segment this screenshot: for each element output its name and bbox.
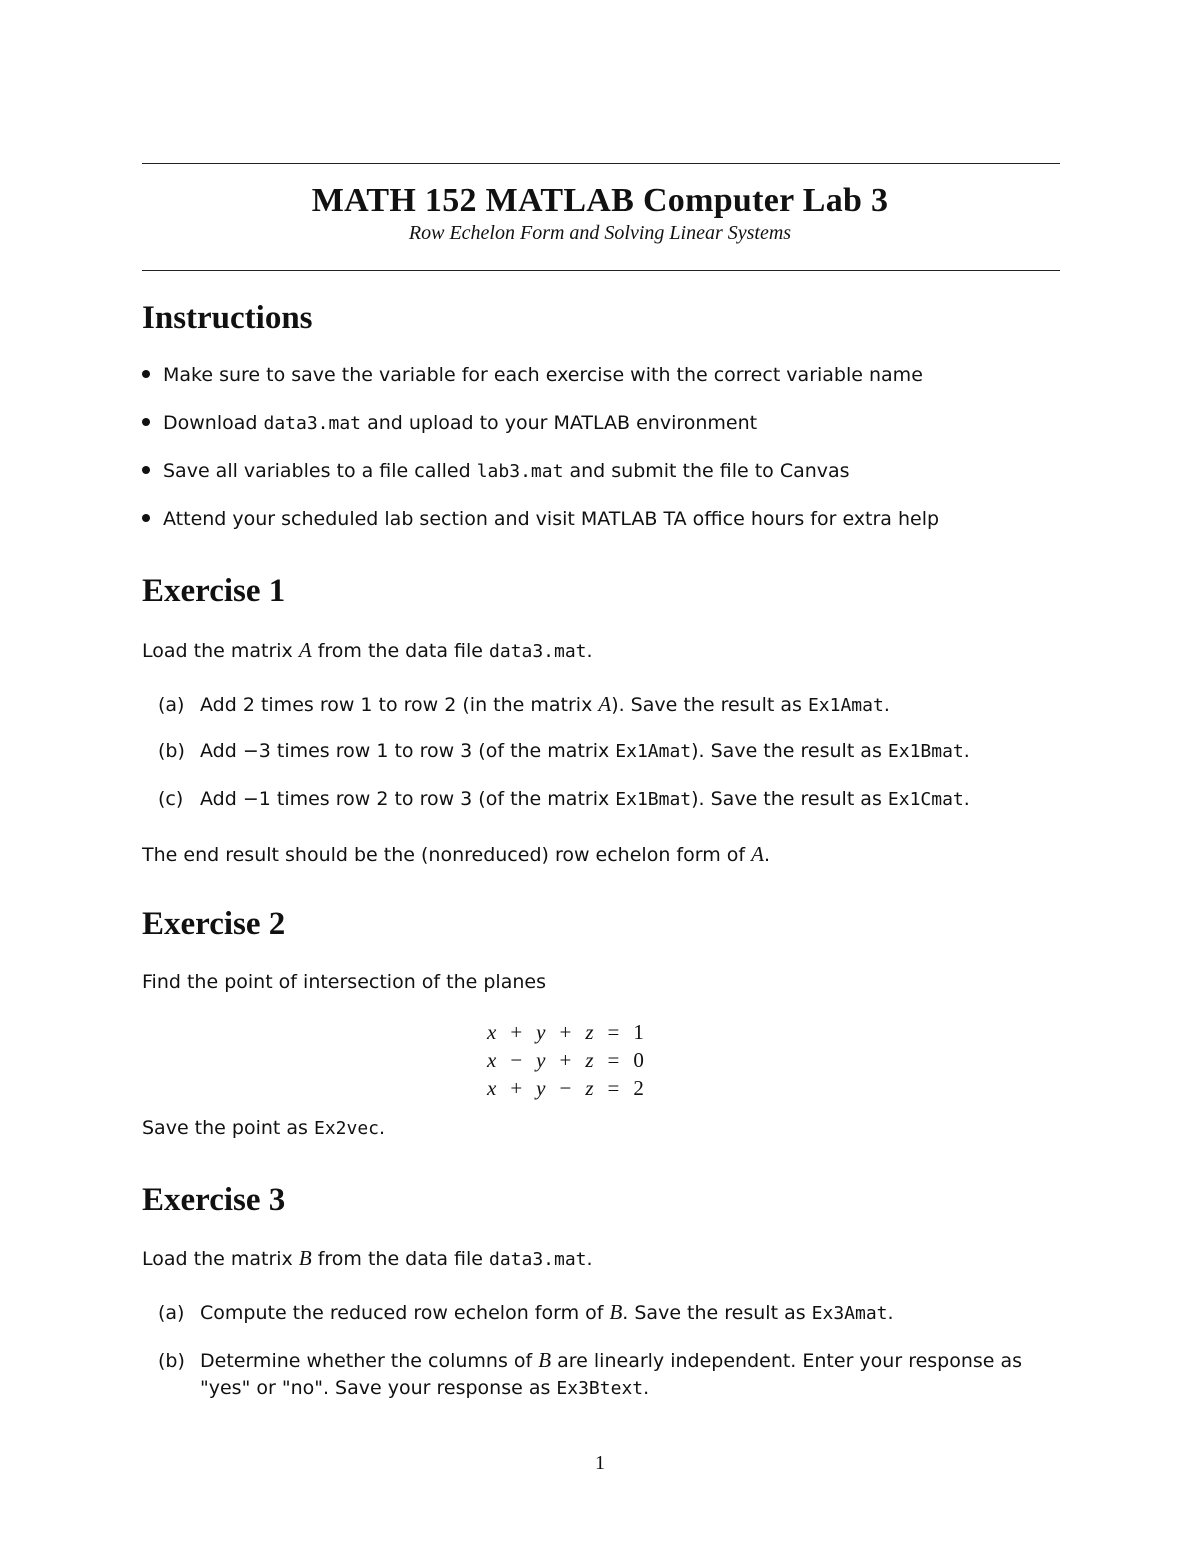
instruction-bullet-4: Attend your scheduled lab section and visit MATLAB TA office hours for extra help (142, 508, 939, 530)
instruction-bullet-1: Make sure to save the variable for each exercise with the correct variable name (142, 364, 923, 386)
bullet-icon (142, 370, 150, 378)
equation-row-2: x − y + z = 0 (487, 1047, 644, 1072)
document-title: MATH 152 MATLAB Computer Lab 3 (311, 182, 889, 219)
exercise1-item-c: (c) Add −1 times row 2 to row 3 (of the matrix Ex1Bmat). Save the result as Ex1Cmat. (158, 788, 970, 810)
exercise1-heading: Exercise 1 (142, 573, 286, 609)
bullet-icon (142, 514, 150, 522)
instruction-bullet-3: Save all variables to a file called lab3.mat and submit the file to Canvas (142, 460, 850, 482)
exercise1-item-b: (b) Add −3 times row 1 to row 3 (of the matrix Ex1Amat). Save the result as Ex1Bmat. (158, 740, 970, 762)
exercise3-item-b-continued: "yes" or "no". Save your response as Ex3Btext. (200, 1377, 650, 1399)
instruction-bullet-2: Download data3.mat and upload to your MATLAB environment (142, 412, 757, 434)
bullet-icon (142, 466, 150, 474)
instructions-heading: Instructions (142, 300, 313, 336)
equation-system (480, 1018, 651, 1102)
exercise3-item-b: (b) Determine whether the columns of B are linearly independent. Enter your response as (158, 1348, 1023, 1372)
top-rule (142, 163, 1060, 164)
page-number: 1 (595, 1452, 605, 1474)
exercise2-heading: Exercise 2 (142, 906, 286, 942)
exercise2-save: Save the point as Ex2vec. (142, 1117, 386, 1139)
equation-row-3: x + y − z = 2 (487, 1075, 644, 1100)
exercise1-outro: The end result should be the (nonreduced) row echelon form of A. (142, 842, 770, 866)
bottom-rule (142, 270, 1060, 271)
exercise2-intro: Find the point of intersection of the planes (142, 971, 546, 993)
exercise3-item-a: (a) Compute the reduced row echelon form of B. Save the result as Ex3Amat. (158, 1300, 894, 1324)
exercise1-item-a: (a) Add 2 times row 1 to row 2 (in the matrix A). Save the result as Ex1Amat. (158, 692, 890, 716)
document-subtitle: Row Echelon Form and Solving Linear Systems (408, 222, 792, 244)
equation-row-1: x + y + z = 1 (487, 1019, 644, 1044)
bullet-icon (142, 418, 150, 426)
exercise3-intro: Load the matrix B from the data file data3.mat. (142, 1246, 593, 1270)
exercise3-heading: Exercise 3 (142, 1182, 286, 1218)
exercise1-intro: Load the matrix A from the data file data3.mat. (142, 638, 593, 662)
